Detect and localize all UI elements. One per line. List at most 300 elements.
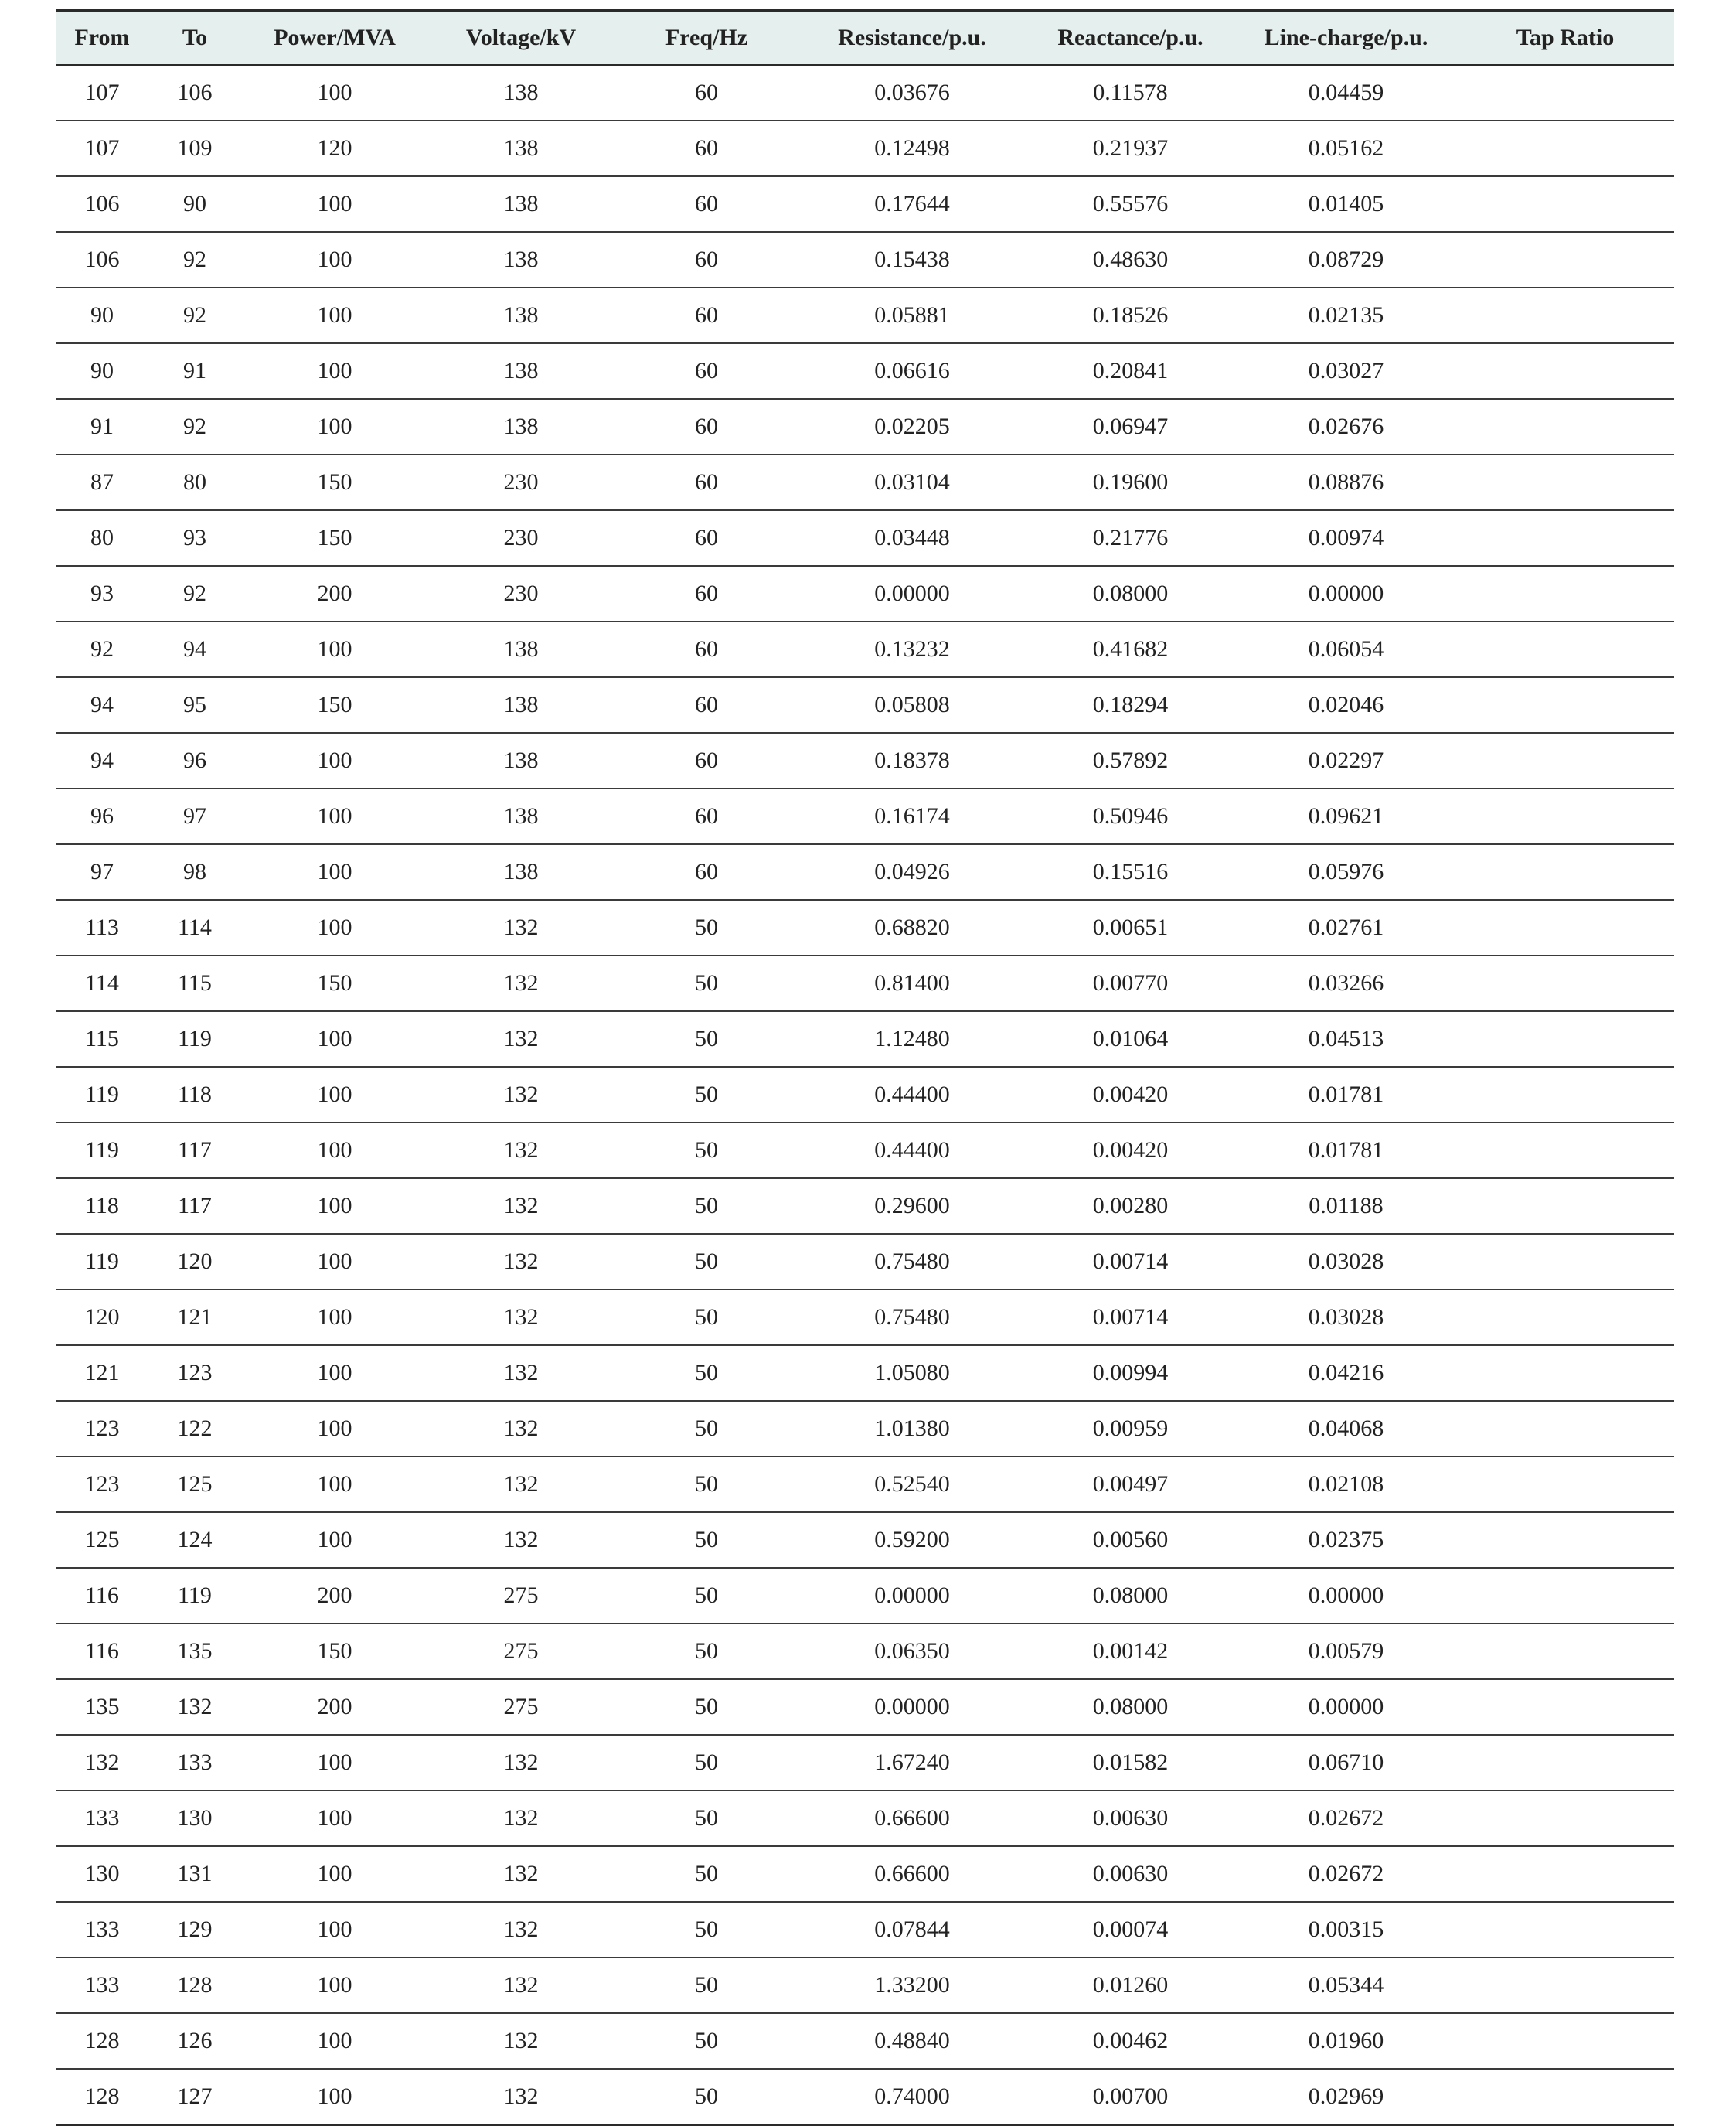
cell-from: 118 [56,1178,148,1234]
cell-tap-ratio [1456,844,1674,900]
cell-from: 115 [56,1011,148,1067]
cell-frequency: 60 [614,121,799,176]
cell-voltage: 132 [428,1512,614,1568]
cell-frequency: 50 [614,1290,799,1345]
cell-line-charge: 0.03266 [1236,956,1456,1011]
cell-line-charge: 0.06710 [1236,1735,1456,1790]
cell-line-charge: 0.00000 [1236,566,1456,622]
cell-resistance: 0.16174 [799,789,1025,844]
cell-line-charge: 0.02108 [1236,1457,1456,1512]
cell-voltage: 132 [428,1290,614,1345]
cell-to: 92 [148,399,241,455]
table-row [56,1290,1674,1345]
cell-voltage: 132 [428,2069,614,2125]
table-row [56,232,1674,288]
cell-tap-ratio [1456,455,1674,510]
cell-frequency: 50 [614,1735,799,1790]
cell-resistance: 0.06350 [799,1623,1025,1679]
cell-voltage: 230 [428,566,614,622]
cell-line-charge: 0.00974 [1236,510,1456,566]
cell-line-charge: 0.04459 [1236,65,1456,121]
cell-reactance: 0.00959 [1025,1401,1236,1457]
cell-line-charge: 0.02046 [1236,677,1456,733]
cell-power: 200 [241,1568,428,1623]
cell-tap-ratio [1456,733,1674,789]
cell-to: 132 [148,1679,241,1735]
cell-reactance: 0.21776 [1025,510,1236,566]
cell-to: 80 [148,455,241,510]
cell-reactance: 0.18526 [1025,288,1236,343]
cell-to: 118 [148,1067,241,1123]
cell-from: 90 [56,343,148,399]
cell-to: 95 [148,677,241,733]
cell-reactance: 0.00714 [1025,1234,1236,1290]
cell-line-charge: 0.01781 [1236,1123,1456,1178]
cell-to: 131 [148,1846,241,1902]
cell-voltage: 138 [428,343,614,399]
cell-to: 135 [148,1623,241,1679]
cell-to: 119 [148,1568,241,1623]
cell-from: 97 [56,844,148,900]
cell-tap-ratio [1456,789,1674,844]
cell-from: 113 [56,900,148,956]
cell-resistance: 0.04926 [799,844,1025,900]
cell-line-charge: 0.02672 [1236,1846,1456,1902]
cell-frequency: 60 [614,288,799,343]
cell-reactance: 0.08000 [1025,566,1236,622]
cell-reactance: 0.08000 [1025,1568,1236,1623]
cell-from: 123 [56,1401,148,1457]
cell-to: 126 [148,2013,241,2069]
cell-power: 100 [241,789,428,844]
cell-reactance: 0.00630 [1025,1846,1236,1902]
cell-power: 100 [241,900,428,956]
cell-resistance: 0.66600 [799,1846,1025,1902]
cell-power: 100 [241,65,428,121]
cell-to: 117 [148,1123,241,1178]
cell-from: 114 [56,956,148,1011]
cell-resistance: 0.06616 [799,343,1025,399]
cell-power: 100 [241,1735,428,1790]
cell-resistance: 0.68820 [799,900,1025,956]
cell-from: 116 [56,1623,148,1679]
cell-from: 80 [56,510,148,566]
cell-reactance: 0.11578 [1025,65,1236,121]
cell-voltage: 138 [428,844,614,900]
cell-voltage: 230 [428,455,614,510]
cell-line-charge: 0.00315 [1236,1902,1456,1957]
cell-tap-ratio [1456,566,1674,622]
cell-voltage: 138 [428,65,614,121]
cell-frequency: 50 [614,900,799,956]
table-row [56,1345,1674,1401]
cell-resistance: 0.03104 [799,455,1025,510]
cell-power: 150 [241,510,428,566]
cell-line-charge: 0.01405 [1236,176,1456,232]
cell-tap-ratio [1456,1234,1674,1290]
header-row [56,11,1674,66]
cell-reactance: 0.00560 [1025,1512,1236,1568]
cell-reactance: 0.08000 [1025,1679,1236,1735]
cell-power: 100 [241,2013,428,2069]
table-row [56,789,1674,844]
cell-resistance: 0.15438 [799,232,1025,288]
cell-reactance: 0.55576 [1025,176,1236,232]
cell-voltage: 138 [428,232,614,288]
cell-voltage: 132 [428,1846,614,1902]
cell-from: 96 [56,789,148,844]
cell-resistance: 0.13232 [799,622,1025,677]
cell-to: 91 [148,343,241,399]
cell-to: 128 [148,1957,241,2013]
cell-from: 133 [56,1902,148,1957]
cell-voltage: 138 [428,399,614,455]
cell-voltage: 138 [428,176,614,232]
cell-voltage: 132 [428,1790,614,1846]
cell-resistance: 0.29600 [799,1178,1025,1234]
cell-power: 100 [241,1457,428,1512]
cell-power: 100 [241,288,428,343]
cell-from: 119 [56,1067,148,1123]
cell-line-charge: 0.02676 [1236,399,1456,455]
cell-resistance: 0.44400 [799,1123,1025,1178]
table-row [56,176,1674,232]
cell-voltage: 132 [428,1457,614,1512]
cell-line-charge: 0.05162 [1236,121,1456,176]
cell-from: 107 [56,65,148,121]
cell-tap-ratio [1456,1623,1674,1679]
cell-reactance: 0.00497 [1025,1457,1236,1512]
cell-from: 120 [56,1290,148,1345]
table-row [56,844,1674,900]
table-row [56,399,1674,455]
cell-frequency: 50 [614,1178,799,1234]
cell-line-charge: 0.00000 [1236,1679,1456,1735]
cell-from: 106 [56,232,148,288]
cell-to: 123 [148,1345,241,1401]
table-row [56,65,1674,121]
cell-resistance: 1.12480 [799,1011,1025,1067]
cell-tap-ratio [1456,1178,1674,1234]
cell-resistance: 1.67240 [799,1735,1025,1790]
cell-frequency: 50 [614,1234,799,1290]
cell-resistance: 0.75480 [799,1290,1025,1345]
cell-voltage: 132 [428,1957,614,2013]
branch-data-table-container [56,9,1674,2126]
cell-resistance: 0.17644 [799,176,1025,232]
cell-reactance: 0.00420 [1025,1067,1236,1123]
cell-voltage: 132 [428,1011,614,1067]
cell-power: 100 [241,1123,428,1178]
cell-power: 100 [241,1957,428,2013]
cell-tap-ratio [1456,121,1674,176]
cell-line-charge: 0.09621 [1236,789,1456,844]
cell-from: 94 [56,677,148,733]
cell-frequency: 50 [614,1957,799,2013]
cell-voltage: 138 [428,288,614,343]
cell-reactance: 0.01582 [1025,1735,1236,1790]
cell-power: 100 [241,1846,428,1902]
table-row [56,1957,1674,2013]
table-row [56,1735,1674,1790]
table-row [56,1401,1674,1457]
cell-tap-ratio [1456,1345,1674,1401]
table-row [56,1234,1674,1290]
cell-frequency: 60 [614,343,799,399]
cell-frequency: 50 [614,1623,799,1679]
cell-reactance: 0.00630 [1025,1790,1236,1846]
cell-reactance: 0.01064 [1025,1011,1236,1067]
cell-resistance: 0.00000 [799,1568,1025,1623]
cell-power: 100 [241,1234,428,1290]
table-row [56,733,1674,789]
cell-line-charge: 0.04513 [1236,1011,1456,1067]
table-row [56,1457,1674,1512]
cell-frequency: 50 [614,1846,799,1902]
cell-to: 117 [148,1178,241,1234]
header-reactance: Reactance/p.u. [1025,11,1236,66]
header-frequency: Freq/Hz [614,11,799,66]
cell-power: 100 [241,1512,428,1568]
cell-power: 100 [241,1290,428,1345]
cell-tap-ratio [1456,65,1674,121]
header-tap-ratio: Tap Ratio [1456,11,1674,66]
cell-power: 100 [241,232,428,288]
table-body [56,65,1674,2125]
cell-reactance: 0.20841 [1025,343,1236,399]
cell-resistance: 0.18378 [799,733,1025,789]
cell-tap-ratio [1456,2013,1674,2069]
table-row [56,1846,1674,1902]
cell-resistance: 0.00000 [799,1679,1025,1735]
cell-frequency: 50 [614,1067,799,1123]
cell-from: 132 [56,1735,148,1790]
cell-reactance: 0.19600 [1025,455,1236,510]
cell-voltage: 275 [428,1568,614,1623]
cell-reactance: 0.00651 [1025,900,1236,956]
cell-tap-ratio [1456,1512,1674,1568]
cell-power: 100 [241,343,428,399]
cell-reactance: 0.15516 [1025,844,1236,900]
cell-reactance: 0.48630 [1025,232,1236,288]
table-row [56,900,1674,956]
cell-resistance: 0.48840 [799,2013,1025,2069]
cell-to: 127 [148,2069,241,2125]
cell-to: 115 [148,956,241,1011]
cell-from: 94 [56,733,148,789]
cell-reactance: 0.00142 [1025,1623,1236,1679]
table-row [56,1067,1674,1123]
cell-voltage: 138 [428,121,614,176]
cell-reactance: 0.06947 [1025,399,1236,455]
cell-resistance: 0.75480 [799,1234,1025,1290]
cell-power: 100 [241,1345,428,1401]
table-row [56,1011,1674,1067]
cell-resistance: 0.07844 [799,1902,1025,1957]
cell-from: 91 [56,399,148,455]
cell-power: 100 [241,622,428,677]
cell-tap-ratio [1456,1846,1674,1902]
cell-voltage: 138 [428,622,614,677]
cell-resistance: 0.05881 [799,288,1025,343]
cell-reactance: 0.00280 [1025,1178,1236,1234]
cell-voltage: 138 [428,677,614,733]
cell-to: 109 [148,121,241,176]
cell-frequency: 50 [614,1568,799,1623]
cell-resistance: 0.59200 [799,1512,1025,1568]
cell-tap-ratio [1456,399,1674,455]
cell-resistance: 0.03448 [799,510,1025,566]
cell-line-charge: 0.08876 [1236,455,1456,510]
cell-power: 100 [241,733,428,789]
table-row [56,1123,1674,1178]
cell-frequency: 60 [614,733,799,789]
cell-from: 128 [56,2013,148,2069]
cell-line-charge: 0.01781 [1236,1067,1456,1123]
cell-tap-ratio [1456,2069,1674,2125]
cell-to: 92 [148,566,241,622]
cell-line-charge: 0.04216 [1236,1345,1456,1401]
table-row [56,343,1674,399]
cell-resistance: 0.00000 [799,566,1025,622]
cell-resistance: 0.66600 [799,1790,1025,1846]
cell-frequency: 60 [614,566,799,622]
cell-to: 94 [148,622,241,677]
cell-frequency: 60 [614,510,799,566]
cell-reactance: 0.18294 [1025,677,1236,733]
table-row [56,956,1674,1011]
cell-line-charge: 0.06054 [1236,622,1456,677]
cell-voltage: 132 [428,1902,614,1957]
cell-from: 135 [56,1679,148,1735]
cell-line-charge: 0.01960 [1236,2013,1456,2069]
cell-reactance: 0.00714 [1025,1290,1236,1345]
cell-line-charge: 0.02297 [1236,733,1456,789]
cell-tap-ratio [1456,176,1674,232]
cell-tap-ratio [1456,288,1674,343]
cell-reactance: 0.00770 [1025,956,1236,1011]
cell-voltage: 138 [428,789,614,844]
table-row [56,1679,1674,1735]
cell-reactance: 0.00462 [1025,2013,1236,2069]
cell-line-charge: 0.04068 [1236,1401,1456,1457]
table-row [56,510,1674,566]
cell-to: 96 [148,733,241,789]
cell-tap-ratio [1456,1401,1674,1457]
cell-to: 119 [148,1011,241,1067]
cell-tap-ratio [1456,956,1674,1011]
table-row [56,1623,1674,1679]
cell-line-charge: 0.03028 [1236,1234,1456,1290]
cell-power: 200 [241,1679,428,1735]
cell-frequency: 50 [614,1457,799,1512]
cell-tap-ratio [1456,1735,1674,1790]
cell-to: 114 [148,900,241,956]
cell-frequency: 60 [614,677,799,733]
cell-frequency: 50 [614,1902,799,1957]
cell-from: 107 [56,121,148,176]
cell-line-charge: 0.02761 [1236,900,1456,956]
cell-from: 119 [56,1123,148,1178]
cell-tap-ratio [1456,510,1674,566]
cell-frequency: 50 [614,1790,799,1846]
cell-power: 100 [241,1011,428,1067]
cell-from: 93 [56,566,148,622]
cell-from: 87 [56,455,148,510]
cell-voltage: 230 [428,510,614,566]
cell-reactance: 0.00420 [1025,1123,1236,1178]
header-power: Power/MVA [241,11,428,66]
cell-tap-ratio [1456,622,1674,677]
cell-frequency: 60 [614,232,799,288]
cell-from: 123 [56,1457,148,1512]
branch-data-table [56,9,1674,2126]
table-row [56,2013,1674,2069]
cell-frequency: 50 [614,1011,799,1067]
cell-resistance: 1.01380 [799,1401,1025,1457]
cell-power: 120 [241,121,428,176]
cell-power: 100 [241,176,428,232]
cell-to: 106 [148,65,241,121]
cell-line-charge: 0.02135 [1236,288,1456,343]
cell-resistance: 0.12498 [799,121,1025,176]
cell-power: 100 [241,1401,428,1457]
cell-voltage: 132 [428,1735,614,1790]
cell-power: 150 [241,956,428,1011]
cell-tap-ratio [1456,1957,1674,2013]
table-header [56,11,1674,66]
cell-line-charge: 0.00579 [1236,1623,1456,1679]
cell-frequency: 50 [614,2069,799,2125]
header-resistance: Resistance/p.u. [799,11,1025,66]
cell-resistance: 0.74000 [799,2069,1025,2125]
cell-tap-ratio [1456,1679,1674,1735]
cell-reactance: 0.41682 [1025,622,1236,677]
cell-to: 92 [148,232,241,288]
cell-from: 121 [56,1345,148,1401]
cell-line-charge: 0.03027 [1236,343,1456,399]
cell-to: 90 [148,176,241,232]
cell-voltage: 275 [428,1679,614,1735]
cell-from: 125 [56,1512,148,1568]
cell-power: 100 [241,1067,428,1123]
cell-frequency: 60 [614,789,799,844]
cell-from: 92 [56,622,148,677]
cell-from: 133 [56,1790,148,1846]
table-row [56,1568,1674,1623]
cell-reactance: 0.21937 [1025,121,1236,176]
table-row [56,2069,1674,2125]
cell-reactance: 0.00074 [1025,1902,1236,1957]
table-row [56,1178,1674,1234]
cell-tap-ratio [1456,343,1674,399]
cell-voltage: 132 [428,1067,614,1123]
cell-voltage: 275 [428,1623,614,1679]
cell-to: 122 [148,1401,241,1457]
cell-line-charge: 0.02375 [1236,1512,1456,1568]
cell-voltage: 132 [428,1234,614,1290]
cell-reactance: 0.00700 [1025,2069,1236,2125]
cell-tap-ratio [1456,1457,1674,1512]
cell-frequency: 60 [614,65,799,121]
cell-reactance: 0.57892 [1025,733,1236,789]
cell-from: 133 [56,1957,148,2013]
cell-voltage: 132 [428,1123,614,1178]
table-row [56,455,1674,510]
cell-to: 120 [148,1234,241,1290]
cell-to: 133 [148,1735,241,1790]
cell-to: 129 [148,1902,241,1957]
